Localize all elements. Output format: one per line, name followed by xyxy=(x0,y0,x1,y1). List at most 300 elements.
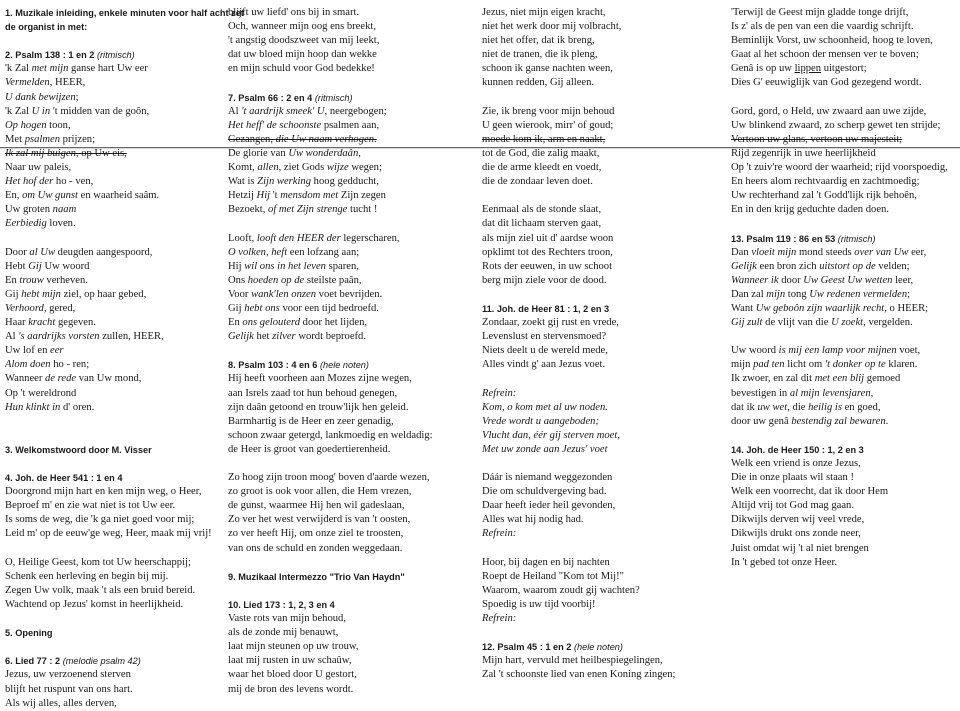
text-run: ons gelouterd xyxy=(242,317,300,329)
text-run: met mijn xyxy=(31,63,69,75)
text-run: 't xyxy=(270,190,281,202)
text-run: legerscharen, xyxy=(340,232,400,244)
text-run: hebt ons xyxy=(244,302,280,314)
text-line: als de zonde mij benauwt, xyxy=(228,627,339,639)
text-line: Refrein: xyxy=(482,613,517,625)
text-line xyxy=(5,105,233,119)
text-run: Verhoord xyxy=(5,302,44,314)
line-spacer xyxy=(482,189,727,203)
text-line xyxy=(228,161,478,175)
text-run: Gij xyxy=(5,288,22,300)
text-line: Rijd zegenrijk in uwe heerlijkheid xyxy=(731,147,876,159)
line-spacer xyxy=(482,91,727,105)
text-run: d' oren. xyxy=(60,401,95,413)
line-spacer xyxy=(5,457,233,471)
line-spacer xyxy=(228,556,478,570)
section-heading xyxy=(5,654,233,668)
text-line xyxy=(5,203,233,217)
text-run: mijn xyxy=(731,359,754,371)
text-run: klaren. xyxy=(885,359,918,371)
text-line: Juist omdat wij 't al niet brengen xyxy=(731,542,869,554)
text-run: over van Uw xyxy=(854,246,909,258)
section-heading xyxy=(731,232,957,246)
text-line xyxy=(5,330,233,344)
line-spacer xyxy=(228,584,478,598)
text-run: 'k Zal xyxy=(5,63,32,75)
line-spacer xyxy=(482,626,727,640)
text-line: Vrede wordt u aangeboden; xyxy=(482,415,599,427)
text-run: Want xyxy=(731,302,756,314)
text-line: niet het werk door mij volbracht, xyxy=(482,21,622,33)
text-line xyxy=(731,302,957,316)
text-line xyxy=(228,246,478,260)
text-run: psalmen aan, xyxy=(321,119,380,131)
text-run: het xyxy=(253,331,273,343)
text-line: Rots der eeuwen, in uw schoot xyxy=(482,260,613,272)
text-line: Op 't wereldrond xyxy=(5,387,77,399)
text-line: als mijn ziel uit d' aardse woon xyxy=(482,232,614,244)
text-run: , neergebogen; xyxy=(324,105,387,117)
text-line xyxy=(5,147,233,161)
text-line: Met uw zonde aan Jezus' voet xyxy=(482,443,608,455)
text-line xyxy=(731,62,957,76)
text-line: Schenk een herleving en begin bij mij. xyxy=(5,570,169,582)
text-run: , xyxy=(358,147,361,159)
section-heading: 5. Opening xyxy=(5,628,53,639)
text-line: Alles wat hij nodig had. xyxy=(482,514,584,526)
text-line: Mijn hart, vervuld met heilbespiegelingen, xyxy=(482,655,663,667)
text-run: van Uw mond, xyxy=(76,373,142,385)
text-run: Dan zal xyxy=(731,288,767,300)
text-line: Altijd vrij tot God mag gaan. xyxy=(731,500,854,512)
text-line xyxy=(5,302,233,316)
line-spacer xyxy=(5,429,233,443)
line-spacer xyxy=(5,542,233,556)
text-run: , xyxy=(265,246,272,258)
text-line: de gunst, waarmee Hij hen wil gadeslaan, xyxy=(228,500,405,512)
text-line xyxy=(731,316,957,330)
section-heading: 3. Welkomstwoord door M. Visser xyxy=(5,444,152,455)
text-run: Door xyxy=(5,246,30,258)
text-run: Gij xyxy=(228,302,245,314)
text-run: 't donker op te xyxy=(824,359,886,371)
text-line xyxy=(228,147,478,161)
text-line: niet de tranen, die ik pleng, xyxy=(482,49,598,61)
text-run: tucht ! xyxy=(347,204,378,216)
text-line xyxy=(5,246,233,260)
text-line: Eenmaal als de stonde slaat, xyxy=(482,204,602,216)
text-run: verheven. xyxy=(43,274,88,286)
text-line: Zondaar, zoekt gij rust en vrede, xyxy=(482,317,619,329)
text-run: , HEER, xyxy=(49,77,86,89)
text-line xyxy=(5,62,233,76)
text-run: Ons xyxy=(228,274,248,286)
text-run: mijn xyxy=(766,288,786,300)
line-spacer xyxy=(731,91,957,105)
text-line xyxy=(731,401,957,415)
text-run: Hij xyxy=(228,260,245,272)
page-fold-shadow xyxy=(0,148,960,149)
column-4 xyxy=(731,6,957,570)
text-run: hebt mijn xyxy=(21,288,61,300)
text-run: Wat is xyxy=(228,176,258,188)
text-run: 't midden van de goôn, xyxy=(50,105,150,117)
text-run: door xyxy=(778,274,804,286)
text-run: ho - ven, xyxy=(53,176,94,188)
text-line: Dikwijls drukt ons zonde neer, xyxy=(731,528,861,540)
text-line: kunnen redden, Gij alleen. xyxy=(482,77,595,89)
text-run: Ik zal mij buigen xyxy=(5,147,76,159)
text-run: mensdom met xyxy=(280,190,339,202)
text-run: U dank bewijzen xyxy=(5,91,76,103)
text-run: Op hogen xyxy=(5,119,47,131)
text-line: Welk een vriend is onze Jezus, xyxy=(731,458,861,469)
text-line: opklimt tot des Rechters troon, xyxy=(482,246,613,258)
text-run: vloeit mijn xyxy=(751,246,797,258)
text-run: bestendig zal bewaren xyxy=(791,415,886,427)
text-line: Welk een voorrecht, dat ik door Hem xyxy=(731,486,889,498)
text-line xyxy=(731,344,957,358)
text-line: 'Terwijl de Geest mijn gladde tonge drijft, xyxy=(731,7,909,18)
text-line xyxy=(731,415,957,429)
text-run: eer xyxy=(50,345,64,357)
text-line xyxy=(5,372,233,386)
text-run: Eerbiedig xyxy=(5,218,47,230)
text-run: Dan xyxy=(731,246,752,258)
text-run: Uw lof en xyxy=(5,345,51,357)
text-run: Uw Geest Uw wetten xyxy=(803,274,893,286)
text-run: 7. Psalm 66 : 2 en 4 xyxy=(228,92,315,103)
text-run: 2. Psalm 138 : 1 en 2 xyxy=(5,50,97,61)
text-run: Uw geboôn zijn waarlijk recht xyxy=(755,302,885,314)
text-line: blijft uw liefd' ons bij in smart. xyxy=(228,7,360,18)
text-run: Gelijk xyxy=(731,260,757,272)
text-run: 8. Psalm 103 : 4 en 6 xyxy=(228,360,320,371)
text-line xyxy=(5,401,233,415)
text-run: leer, xyxy=(892,274,914,286)
text-run: de vlijt van die xyxy=(762,317,832,329)
text-run: Hetzij xyxy=(228,190,257,202)
text-run: ganse hart Uw eer xyxy=(68,63,148,75)
text-run: mond steeds xyxy=(796,246,855,258)
line-spacer xyxy=(228,217,478,231)
section-heading: 4. Joh. de Heer 541 : 1 en 4 xyxy=(5,473,123,484)
text-run: sparen, xyxy=(325,260,359,272)
text-run: De glorie van xyxy=(228,147,289,159)
text-run: Uw wonderdaân xyxy=(288,147,359,159)
text-run: Gelijk xyxy=(228,331,254,343)
text-line: Barmhartig is de Heer en zeer genadig, xyxy=(228,415,394,427)
text-run: wil ons in het leven xyxy=(244,260,326,272)
text-line: Levenslust en stervensmoed? xyxy=(482,331,607,343)
text-run: naam xyxy=(52,204,77,216)
text-line xyxy=(228,119,478,133)
text-line: Uw rechterhand zal 't Godd'lijk rijk behoên, xyxy=(731,190,917,202)
text-run: Vermelden xyxy=(5,77,50,89)
text-run: uitgestort; xyxy=(821,63,867,75)
text-run: ziel, op haar gebed, xyxy=(60,288,147,300)
text-line xyxy=(731,372,957,386)
text-line xyxy=(5,91,233,105)
text-run: Genâ is op uw xyxy=(731,63,795,75)
text-line: Gord, gord, o Held, uw zwaard aan uwe zijde, xyxy=(731,105,927,117)
text-run: loven. xyxy=(46,218,76,230)
text-run: velden; xyxy=(875,260,910,272)
text-line: Dikwijls derven wij veel vrede, xyxy=(731,514,865,526)
text-run: Het heff' de schoonste xyxy=(228,119,322,131)
text-run: En xyxy=(5,274,20,286)
section-heading xyxy=(482,640,727,654)
text-line: Zo ver het west verwijderd is van 't oosten, xyxy=(228,514,411,526)
text-line xyxy=(731,260,957,274)
text-line: dat dit lichaam sterven gaat, xyxy=(482,218,602,230)
text-line: schoon zwaar getergd, lankmoedig en weldadig: xyxy=(228,429,433,441)
text-line xyxy=(731,288,957,302)
text-line: Beproef m' en zie wat niet is tot Uw eer. xyxy=(5,500,176,512)
text-run: . xyxy=(885,415,889,427)
text-run: Al xyxy=(228,105,242,117)
text-line xyxy=(228,133,478,147)
line-spacer xyxy=(482,372,727,386)
section-heading xyxy=(5,48,233,62)
text-line: dat uw bloed mijn hoop dan wekke xyxy=(228,49,377,61)
text-run: (hele noten) xyxy=(573,642,623,653)
text-line xyxy=(731,358,957,372)
line-spacer xyxy=(731,330,957,344)
text-run: hoog gedducht, xyxy=(311,176,379,188)
text-run: 'k Zal xyxy=(5,105,32,117)
text-line: Waarom, waarom zoudt gij wachten? xyxy=(482,584,640,596)
text-run: voet, xyxy=(896,345,921,357)
text-line xyxy=(228,316,478,330)
text-line: Zie, ik breng voor mijn behoud xyxy=(482,105,615,117)
text-run: is mij een lamp voor mijnen xyxy=(778,345,897,357)
text-line xyxy=(5,133,233,147)
text-line: aan Isrels zaad tot hun behoud genegen, xyxy=(228,387,398,399)
text-run: en goed, xyxy=(841,401,881,413)
text-line: Zo hoog zijn troon moog' boven d'aarde wezen, xyxy=(228,472,430,484)
text-line: die de zondaar leven doet. xyxy=(482,176,593,188)
text-run: heft xyxy=(271,246,288,258)
text-run: Wanneer ik xyxy=(731,274,779,286)
text-run: 6. Lied 77 : 2 xyxy=(5,656,63,667)
text-line xyxy=(5,76,233,90)
text-line: Is z' als de pen van een die vaardig schrijft. xyxy=(731,21,914,33)
text-line xyxy=(731,387,957,401)
text-line: Roept de Heiland "Kom tot Mij!" xyxy=(482,570,624,582)
text-run: prijzen; xyxy=(60,133,96,145)
text-line: Op 't zuiv're woord der waarheid; rijd voorspoedig, xyxy=(731,162,948,174)
line-spacer xyxy=(5,612,233,626)
text-line: niet het offer, dat ik breng, xyxy=(482,35,595,47)
text-run: Hebt xyxy=(5,260,29,272)
text-line: zo ver heeft Hij, om onze ziel te troosten, xyxy=(228,528,404,540)
line-spacer xyxy=(482,288,727,302)
text-run: 's aardrijks vorsten xyxy=(18,331,100,343)
text-run: 12. Psalm 45 : 1 en 2 xyxy=(482,642,574,653)
section-heading xyxy=(228,358,478,372)
text-line xyxy=(228,330,478,344)
text-run: heilig is xyxy=(808,401,842,413)
text-line: Kom, o kom met al uw noden. xyxy=(482,401,608,413)
text-run: trouw xyxy=(19,274,44,286)
text-run: door uw genâ xyxy=(731,415,792,427)
text-line: die de arme kleedt en voedt, xyxy=(482,162,602,174)
line-spacer xyxy=(228,344,478,358)
text-run: en waarheid saâm. xyxy=(78,190,160,202)
text-line: Dáár is niemand weggezonden xyxy=(482,472,613,484)
text-run: Alom doen xyxy=(5,359,51,371)
text-run: voet bevrijden. xyxy=(316,288,383,300)
text-line xyxy=(228,274,478,288)
text-line: blijft het ruspunt van ons hart. xyxy=(5,683,133,695)
text-line: Die in onze plaats wil staan ! xyxy=(731,472,854,484)
text-run: ; xyxy=(75,91,79,103)
text-run: Haar xyxy=(5,317,29,329)
text-run: uw wet xyxy=(757,401,788,413)
line-spacer xyxy=(5,640,233,654)
text-line: Gaat al het schoon der mensen ver te boven; xyxy=(731,49,919,61)
text-line: en mijn schuld voor God bedekke! xyxy=(228,63,375,75)
text-run: psalmen xyxy=(24,133,61,145)
text-line: Jezus, uw verzoenend sterven xyxy=(5,669,131,681)
text-run: (ritmisch) xyxy=(837,233,876,244)
text-line xyxy=(5,288,233,302)
text-line: Als wij alles, alles derven, xyxy=(5,697,117,709)
section-heading xyxy=(228,91,478,105)
text-line: In 't gebed tot onze Heer. xyxy=(731,556,838,568)
section-heading: 11. Joh. de Heer 81 : 1, 2 en 3 xyxy=(482,303,610,314)
text-line xyxy=(228,189,478,203)
text-run: al mijn levensjaren xyxy=(789,387,871,399)
text-line: 't angstig doodszweet van mij leekt, xyxy=(228,35,380,47)
text-run: Het hof der xyxy=(5,176,54,188)
text-line xyxy=(228,175,478,189)
text-line: berg mijn ziele voor de dood. xyxy=(482,274,607,286)
text-line xyxy=(228,288,478,302)
text-run: En xyxy=(228,317,243,329)
text-line: Zal 't schoonste lied van enen Koning zingen; xyxy=(482,669,676,681)
text-run: wegen; xyxy=(348,162,382,174)
text-line: Hoor, bij dagen en bij nachten xyxy=(482,556,610,568)
text-run: , gered, xyxy=(43,302,76,314)
text-line: Dies G' eeuwiglijk van God gezegend wordt. xyxy=(731,77,922,89)
text-line: Naar uw paleis, xyxy=(5,162,72,174)
text-run: En, xyxy=(5,190,23,202)
text-run: kracht xyxy=(28,317,56,329)
text-run: Gij zult xyxy=(731,317,763,329)
column-2 xyxy=(228,6,478,697)
text-run: 13. Psalm 119 : 86 en 53 xyxy=(731,233,838,244)
text-line: Zegen Uw volk, maak 't als een bruid bereid. xyxy=(5,584,196,596)
line-spacer xyxy=(5,232,233,246)
text-run: gegeven. xyxy=(55,317,96,329)
text-run: die Uw naam verhogen xyxy=(275,133,375,145)
text-run: Looft, xyxy=(228,232,257,244)
text-run: wijze xyxy=(326,162,349,174)
text-line xyxy=(5,119,233,133)
text-run: U zoekt xyxy=(831,317,864,329)
text-run: om Uw gunst xyxy=(22,190,78,202)
text-line: mij de bron des levens wordt. xyxy=(228,683,354,695)
text-line xyxy=(5,344,233,358)
text-run: Uw woord xyxy=(731,345,779,357)
text-line: tot de God, die zalig maakt, xyxy=(482,147,600,159)
text-line: zo groot is ook voor allen, die Hem vrezen, xyxy=(228,486,412,498)
text-run: voor een tijd bedroefd. xyxy=(279,302,379,314)
text-run: , ziet Gods xyxy=(278,162,327,174)
text-run: . xyxy=(374,133,377,145)
text-run: Uw redenen vermelden xyxy=(809,288,908,300)
text-line: Niets deelt u de wereld mede, xyxy=(482,345,608,357)
text-line xyxy=(5,260,233,274)
text-line xyxy=(228,232,478,246)
text-run: Wanneer xyxy=(5,373,46,385)
text-line: zijn daân getoond en trouw'lijk hen geleid. xyxy=(228,401,409,413)
text-run: door het lijden, xyxy=(300,317,368,329)
text-run: wordt beproefd. xyxy=(295,331,366,343)
text-run: Zijn zegen xyxy=(338,190,386,202)
text-run: deugden aangespoord, xyxy=(55,246,153,258)
text-line: U geen wierook, mirr' of goud; xyxy=(482,119,614,131)
text-line xyxy=(228,105,478,119)
text-line: Wachtend op Jezus' komst in heerlijkheid. xyxy=(5,598,184,610)
text-run: Bezoekt, xyxy=(228,204,269,216)
text-run: Gij xyxy=(28,260,42,272)
text-line: van ons de schuld en zonden weggedaan. xyxy=(228,542,403,554)
text-line: Daar heeft ieder heil gevonden, xyxy=(482,500,616,512)
text-run: looft den HEER der xyxy=(256,232,341,244)
text-line: En in den krijg geduchte daden doen. xyxy=(731,204,889,216)
text-run: de rede xyxy=(45,373,77,385)
text-line: moede kom ik, arm en naakt, xyxy=(482,133,606,145)
text-run: , xyxy=(870,387,874,399)
text-run: , vergelden. xyxy=(863,317,913,329)
text-run: Met xyxy=(5,133,25,145)
text-line: Die om schuldvergeving bad. xyxy=(482,486,607,498)
text-line xyxy=(5,189,233,203)
text-run: licht om xyxy=(784,359,825,371)
text-run: een lofzang aan; xyxy=(287,246,360,258)
text-run: 't aardrijk smeek' U xyxy=(241,105,325,117)
text-run: (hele noten) xyxy=(319,360,369,371)
section-heading: de organist in met: xyxy=(5,22,88,33)
text-line xyxy=(5,316,233,330)
line-spacer xyxy=(228,76,478,90)
text-line xyxy=(5,217,233,231)
text-run: Hun klinkt in xyxy=(5,401,61,413)
text-line xyxy=(228,260,478,274)
text-line: Beminlijk Vorst, uw schoonheid, hoog te loven, xyxy=(731,35,933,47)
text-run: allen xyxy=(257,162,279,174)
text-line: Vertoon uw glans, vertoon uw majesteit; xyxy=(731,133,903,145)
text-run: Zijn werking xyxy=(257,176,312,188)
text-line: Vaste rots van mijn behoud, xyxy=(228,613,346,625)
line-spacer xyxy=(482,457,727,471)
text-run: Voor xyxy=(228,288,252,300)
text-run: zullen, HEER, xyxy=(99,331,164,343)
text-line xyxy=(5,274,233,288)
text-line: Alles vindt g' aan Jezus voet. xyxy=(482,359,606,371)
text-line: Leid m' op de eeuw'ge weg, Heer, maak mij vrij! xyxy=(5,528,212,540)
section-heading: 14. Joh. de Heer 150 : 1, 2 en 3 xyxy=(731,444,864,455)
text-run: ho - ren; xyxy=(50,359,90,371)
text-line xyxy=(731,246,957,260)
text-run: met een blij xyxy=(814,373,865,385)
text-run: , die xyxy=(787,401,809,413)
section-heading: 1. Muzikale inleiding, enkele minuten voor half acht zet xyxy=(5,8,244,18)
text-run: gemoed xyxy=(864,373,901,385)
